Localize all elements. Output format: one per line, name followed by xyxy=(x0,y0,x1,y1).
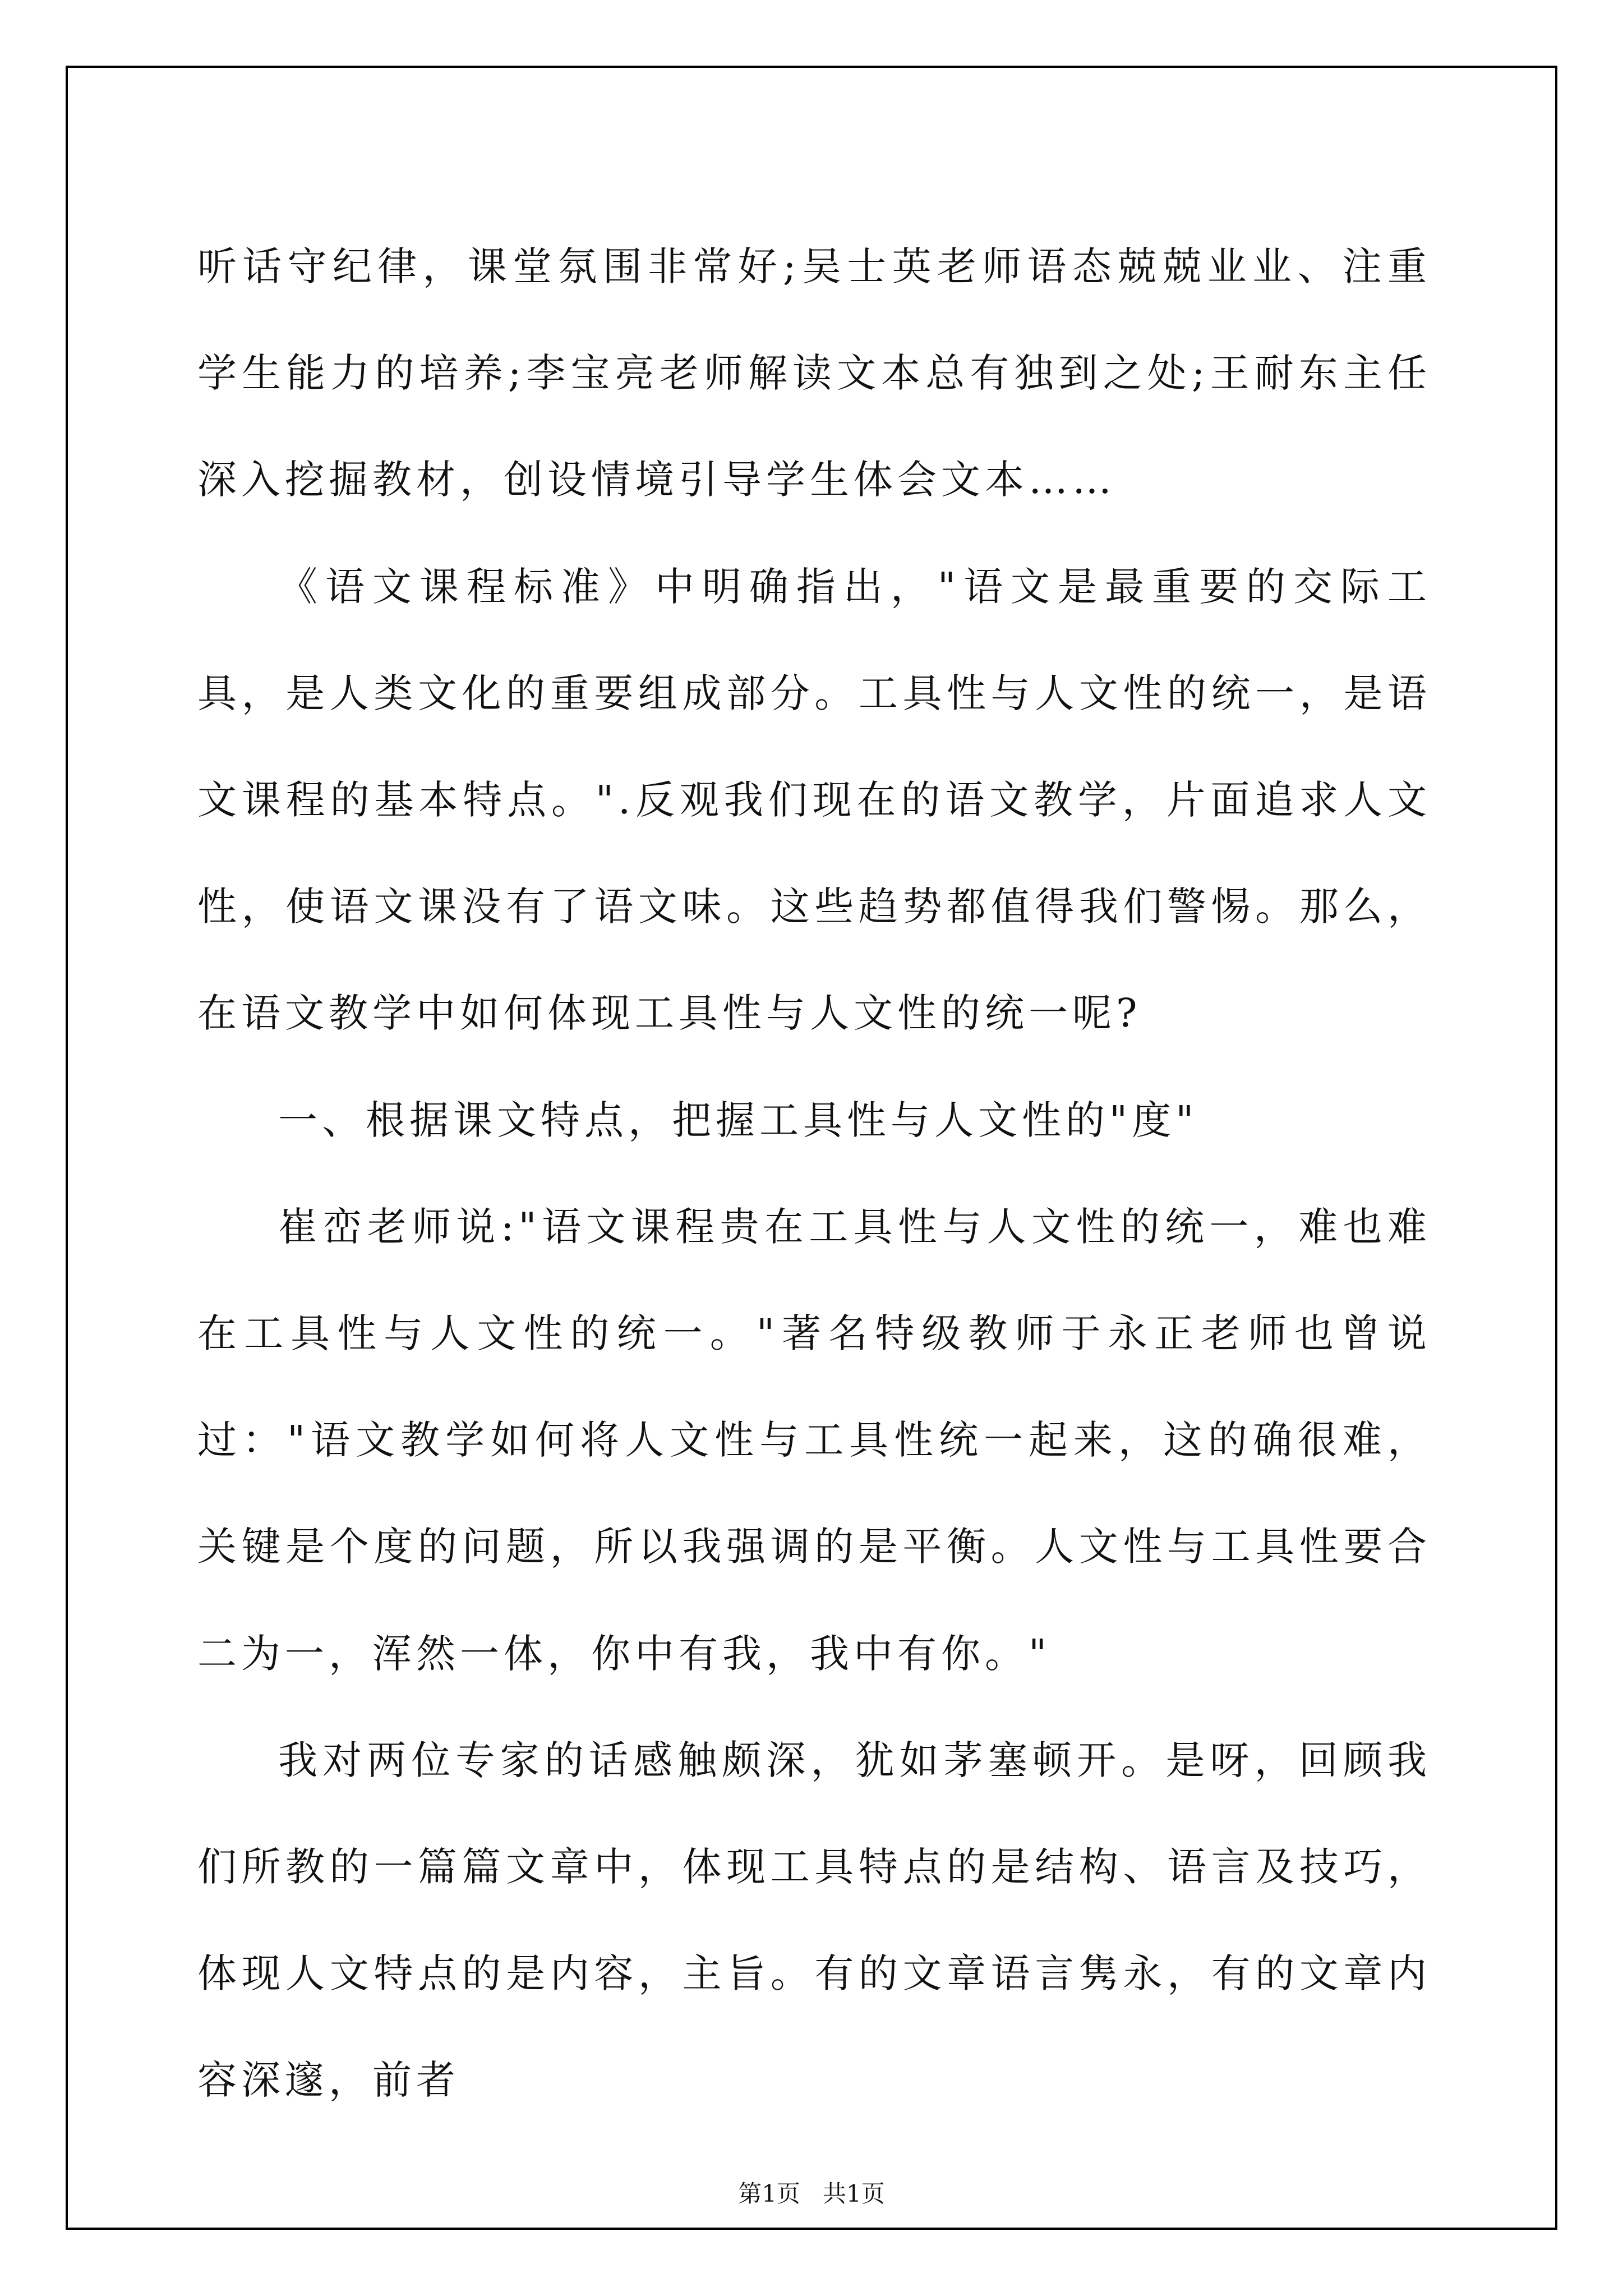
page-footer: 第1页 共1页 xyxy=(738,2180,885,2207)
paragraph-2: 《语文课程标准》中明确指出，"语文是最重要的交际工具，是人类文化的重要组成部分。工具性与人文性的统一，是语文课程的基本特点。".反观我们现在的语文教学，片面追求人文性，使语文课没有了语文味。这些趋势都值得我们警惕。那么，在语文教学中如何体现工具性与人文性的统一呢? xyxy=(197,563,1431,1037)
document-body xyxy=(197,213,1431,2134)
paragraph-1: 听话守纪律，课堂氛围非常好;吴士英老师语态兢兢业业、注重学生能力的培养;李宝亮老师解读文本总有独到之处;王耐东主任深入挖掘教材，创设情境引导学生体会文本…… xyxy=(197,243,1431,503)
section-heading: 一、根据课文特点，把握工具性与人文性的"度" xyxy=(278,1097,1198,1143)
paragraph-4: 我对两位专家的话感触颇深，犹如茅塞顿开。是呀，回顾我们所教的一篇篇文章中，体现工具特点的是结构、语言及技巧，体现人文特点的是内容，主旨。有的文章语言隽永，有的文章内容深邃，前者 xyxy=(197,1737,1431,2104)
paragraph-3: 崔峦老师说:"语文课程贵在工具性与人文性的统一，难也难在工具性与人文性的统一。"著名特级教师于永正老师也曾说过："语文教学如何将人文性与工具性统一起来，这的确很难，关键是个度的问题，所以我强调的是平衡。人文性与工具性要合二为一，浑然一体，你中有我，我中有你。" xyxy=(197,1203,1431,1677)
